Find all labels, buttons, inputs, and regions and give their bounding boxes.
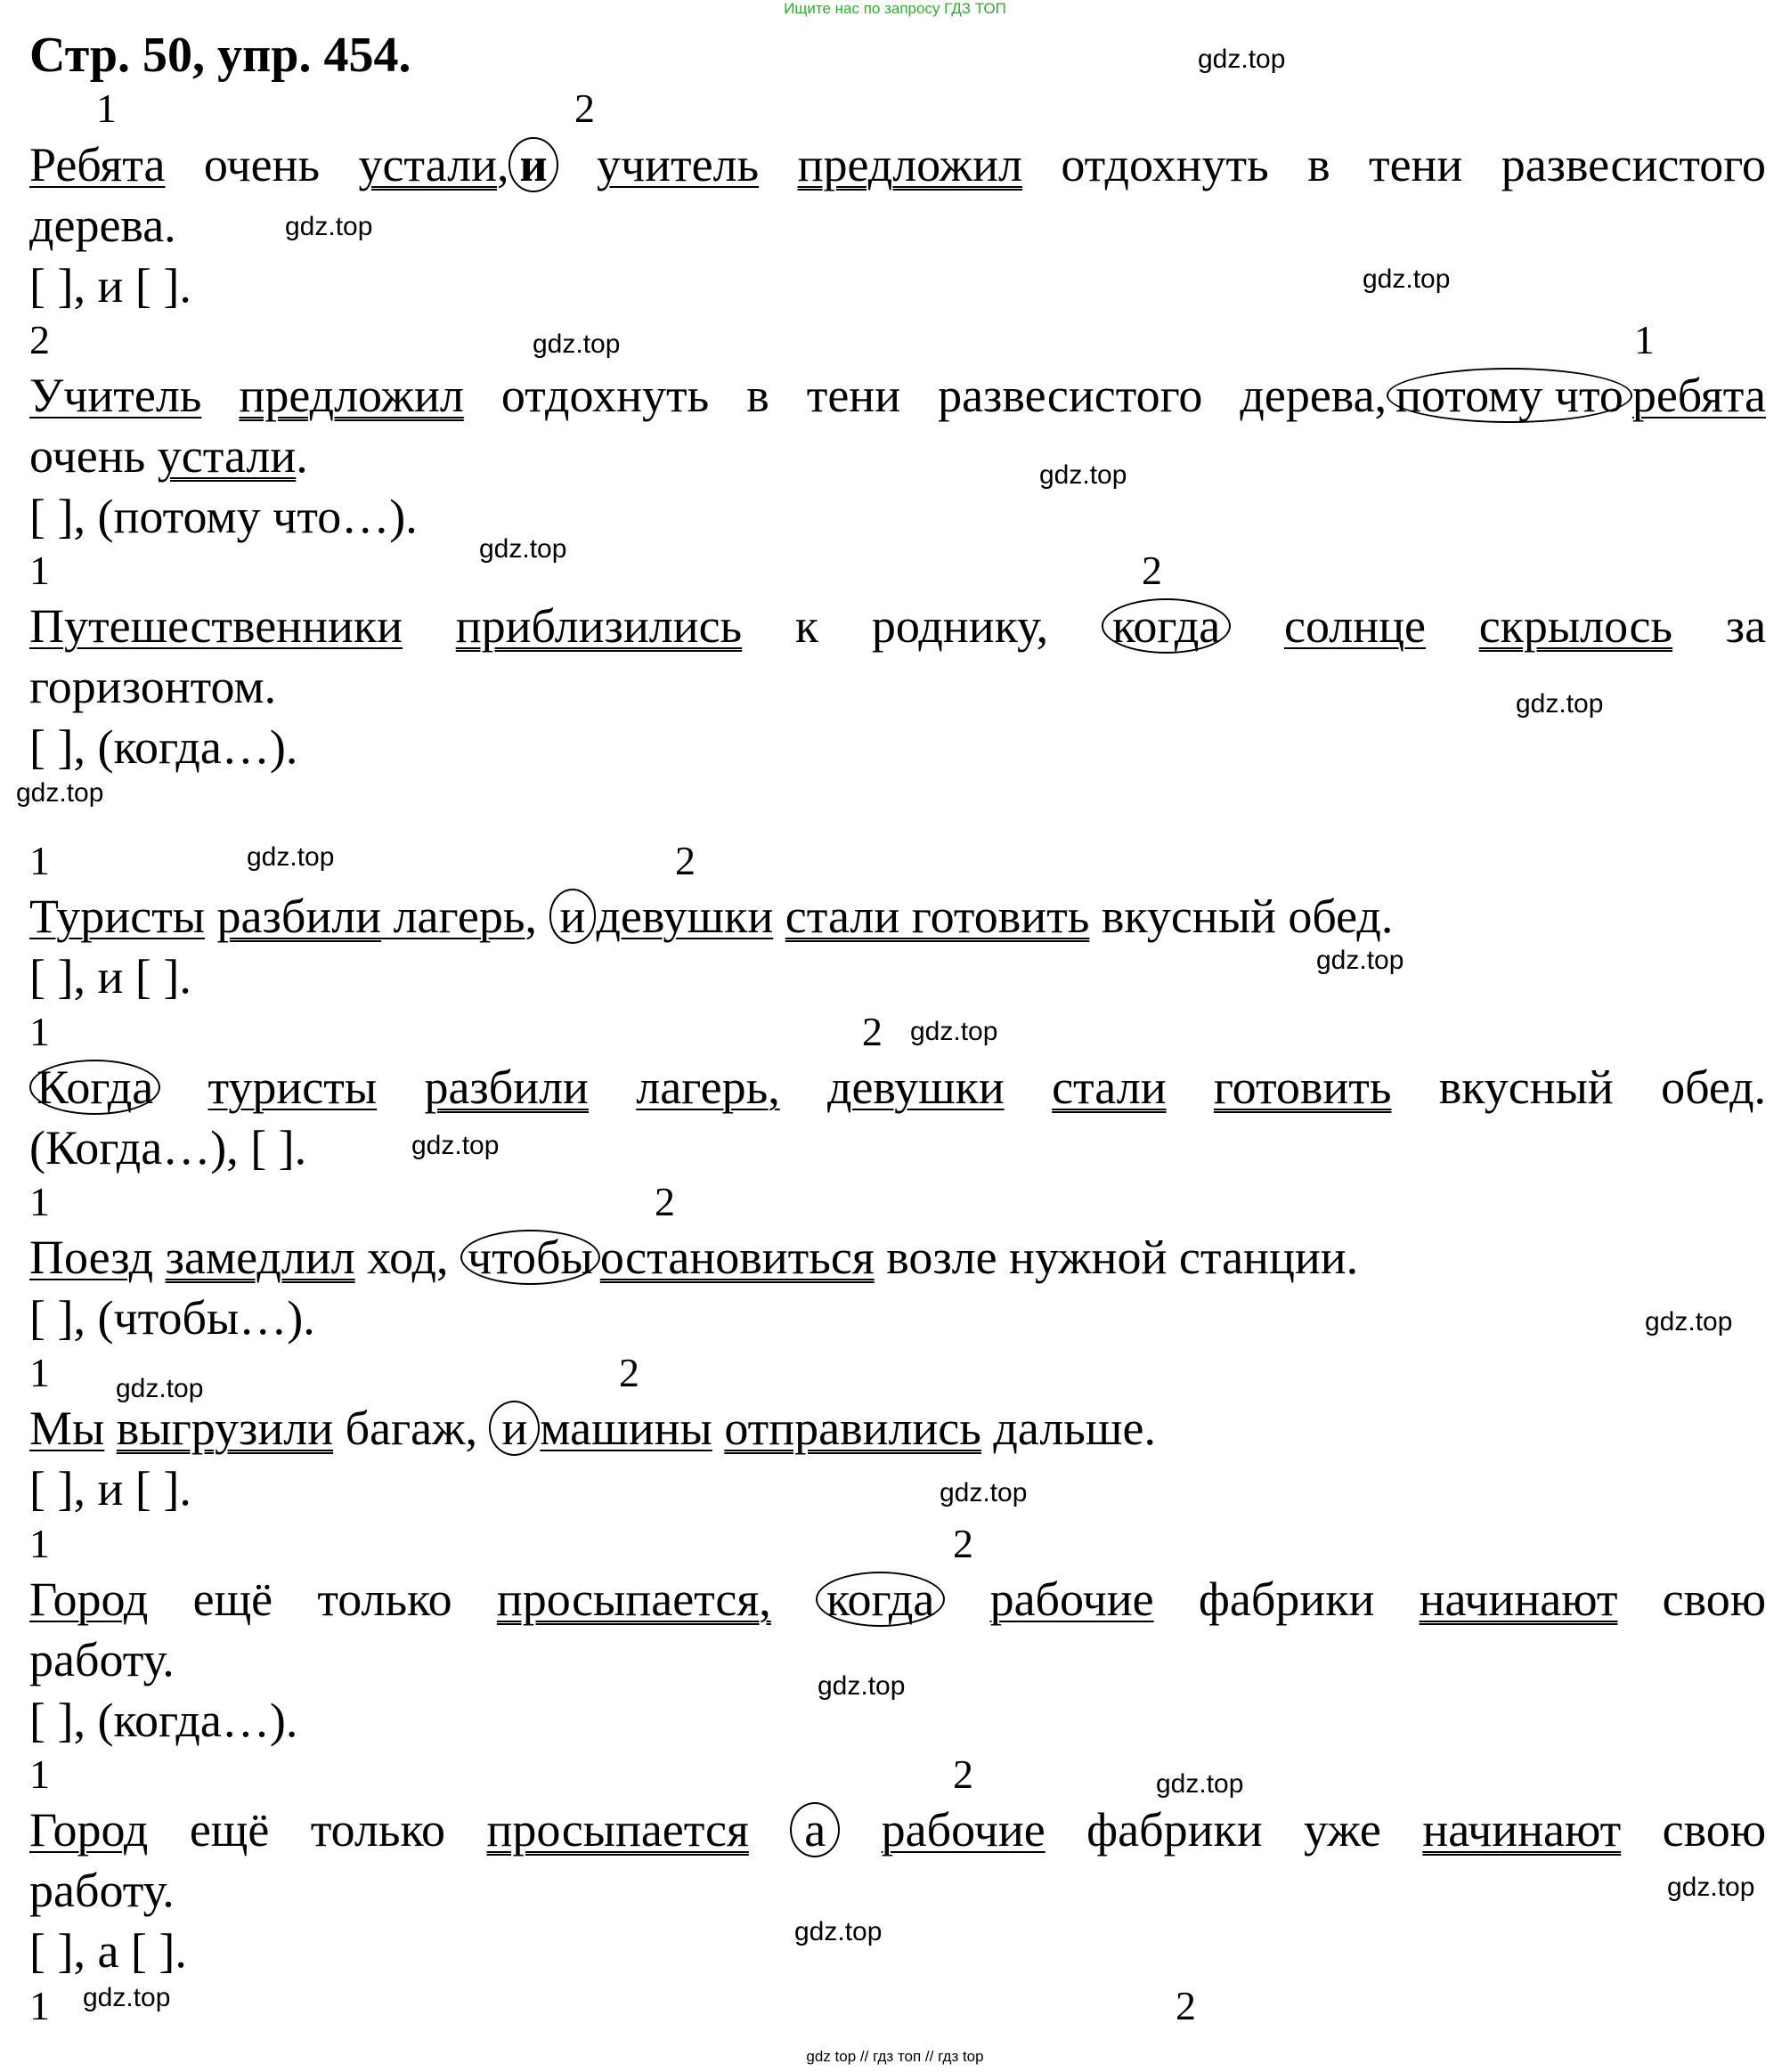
word: только — [310, 1803, 446, 1857]
subject: девушки — [826, 1060, 1005, 1114]
sentence-3-scheme: [ ], (когда…). — [29, 720, 298, 774]
part-number: 2 — [953, 1521, 973, 1566]
predicate: скрылось — [1478, 599, 1673, 653]
predicate: разбили — [216, 890, 382, 943]
subject: Туристы — [29, 890, 206, 943]
sentence-7-scheme: [ ], и [ ]. — [29, 1462, 191, 1515]
word: ещё — [192, 1572, 273, 1626]
predicate: просыпается, — [496, 1572, 771, 1626]
watermark: gdz.top — [910, 1017, 998, 1046]
watermark: gdz.top — [1039, 460, 1127, 490]
predicate: начинают — [1422, 1803, 1622, 1857]
subject: ребята — [1631, 369, 1766, 422]
part-number: 1 — [29, 1009, 50, 1054]
sentence-3-line-2: горизонтом. — [29, 660, 277, 713]
subject: туристы — [207, 1060, 378, 1114]
word: обед. — [1661, 1060, 1767, 1114]
word: фабрики — [1086, 1803, 1263, 1857]
word: свою — [1662, 1572, 1767, 1626]
conjunction-circle: Когда — [29, 1060, 160, 1115]
conjunction-circle: а — [790, 1802, 840, 1857]
watermark: gdz.top — [1316, 946, 1404, 975]
subject: солнце — [1284, 599, 1426, 653]
part-number: 2 — [862, 1009, 883, 1054]
word — [201, 369, 239, 422]
word: за — [1725, 599, 1767, 653]
part-number: 1 — [29, 1751, 50, 1797]
word — [773, 890, 785, 943]
word: фабрики — [1198, 1572, 1375, 1626]
part-number: 1 — [96, 85, 117, 131]
word — [558, 138, 597, 191]
sentence-9-line-1 — [29, 1802, 1766, 1857]
word: свою — [1662, 1803, 1767, 1857]
sentence-7-line-1 — [29, 1401, 1766, 1456]
watermark: gdz.top — [794, 1917, 883, 1946]
watermark: gdz.top — [1198, 45, 1286, 74]
watermark: gdz.top — [1156, 1769, 1244, 1799]
part-number: 1 — [29, 1521, 50, 1566]
page-title: Стр. 50, упр. 454. — [29, 28, 411, 83]
word: уже — [1304, 1803, 1381, 1857]
word — [153, 1231, 166, 1284]
part-number: 2 — [574, 85, 595, 131]
sentence-1-line-1 — [29, 137, 1766, 192]
sentence-8-line-1 — [29, 1572, 1766, 1627]
watermark: gdz.top — [1667, 1873, 1755, 1902]
predicate: начинают — [1419, 1572, 1618, 1626]
sentence-6-line-1 — [29, 1230, 1766, 1285]
conjunction-circle: чтобы — [460, 1230, 600, 1285]
part-number: 2 — [29, 317, 50, 362]
word: ещё — [189, 1803, 270, 1857]
sentence-5-line-1 — [29, 1060, 1766, 1115]
sentence-2-line-1 — [29, 368, 1766, 423]
sentence-6-scheme: [ ], (чтобы…). — [29, 1291, 315, 1345]
word: только — [317, 1572, 452, 1626]
object: лагерь, — [636, 1060, 780, 1114]
predicate: приблизились — [455, 599, 743, 653]
part-number: 1 — [29, 1179, 50, 1224]
predicate: стали готовить — [785, 890, 1090, 943]
word: возле нужной станции. — [874, 1231, 1359, 1284]
watermark: gdz.top — [16, 778, 104, 808]
part-number: 2 — [953, 1751, 973, 1797]
subject: Город — [29, 1803, 149, 1857]
sentence-2-scheme: [ ], (потому что…). — [29, 490, 418, 543]
part-number: 2 — [1176, 1983, 1196, 2028]
watermark: gdz.top — [285, 212, 373, 241]
subject: рабочие — [989, 1572, 1154, 1626]
part-number: 1 — [1634, 317, 1655, 362]
conjunction-circle: и — [549, 889, 597, 944]
sentence-3-line-1 — [29, 598, 1766, 654]
word: , — [496, 138, 509, 191]
word: роднику, — [871, 599, 1049, 653]
object: лагерь — [381, 890, 525, 943]
predicate: остановиться — [599, 1231, 875, 1284]
predicate: замедлил — [165, 1231, 355, 1284]
predicate: просыпается — [486, 1803, 749, 1857]
sentence-9-scheme: [ ], а [ ]. — [29, 1924, 187, 1978]
word: вкусный обед. — [1089, 890, 1394, 943]
conjunction-circle: когда — [1102, 598, 1231, 654]
conjunction-circle: и — [509, 137, 557, 192]
conjunction-circle: и — [489, 1401, 540, 1456]
subject: Путешественники — [29, 599, 403, 653]
sentence-8-scheme: [ ], (когда…). — [29, 1694, 298, 1747]
sentence-2-line-2 — [29, 428, 1766, 483]
subject: Ребята — [29, 138, 166, 191]
word: дальше. — [980, 1402, 1156, 1455]
word: очень — [165, 138, 359, 191]
word: . — [296, 429, 308, 483]
subject: девушки — [596, 890, 774, 943]
sentence-4-scheme: [ ], и [ ]. — [29, 950, 191, 1003]
predicate: разбили — [424, 1060, 589, 1114]
watermark: gdz.top — [411, 1131, 500, 1160]
watermark: gdz.top — [479, 534, 567, 564]
predicate: стали — [1052, 1060, 1167, 1114]
subject: Мы — [29, 1402, 105, 1455]
part-number: 2 — [655, 1179, 675, 1224]
predicate: устали — [157, 429, 297, 483]
sentence-5-scheme: (Когда…), [ ]. — [29, 1121, 307, 1174]
subject: рабочие — [881, 1803, 1046, 1857]
subject: машины — [540, 1402, 712, 1455]
sentence-4-line-1 — [29, 889, 1766, 944]
watermark: gdz.top — [940, 1478, 1028, 1507]
word: отдохнуть в тени развесистого — [1021, 138, 1767, 191]
subject: Поезд — [29, 1231, 154, 1284]
part-number: 2 — [619, 1350, 639, 1395]
predicate: предложил — [239, 369, 464, 422]
word: очень — [29, 429, 158, 483]
subject: Город — [29, 1572, 149, 1626]
word — [104, 1402, 117, 1455]
predicate: предложил — [797, 138, 1022, 191]
conjunction-circle: потому что — [1387, 368, 1632, 423]
top-banner[interactable]: Ищите нас по запросу ГДЗ ТОП — [784, 0, 1006, 17]
part-number: 2 — [1142, 548, 1162, 593]
bottom-banner[interactable]: gdz top // гдз топ // гдз top — [806, 2048, 984, 2065]
word: ход, — [354, 1231, 460, 1284]
sentence-1-scheme: [ ], и [ ]. — [29, 259, 191, 313]
sentence-1-line-2: дерева. — [29, 199, 176, 252]
predicate: отправились — [724, 1402, 981, 1455]
subject: Учитель — [29, 369, 202, 422]
word: к — [794, 599, 819, 653]
word — [759, 138, 797, 191]
part-number: 1 — [29, 838, 50, 883]
watermark: gdz.top — [116, 1374, 204, 1403]
word — [712, 1402, 725, 1455]
part-number: 1 — [29, 1983, 50, 2028]
predicate: выгрузили — [116, 1402, 334, 1455]
watermark: gdz.top — [533, 329, 621, 359]
part-number: 2 — [675, 838, 696, 883]
part-number: 1 — [29, 548, 50, 593]
conjunction-circle: когда — [816, 1572, 945, 1627]
watermark: gdz.top — [1363, 264, 1451, 294]
watermark: gdz.top — [1516, 689, 1604, 719]
watermark: gdz.top — [818, 1671, 906, 1701]
predicate: устали — [358, 138, 497, 191]
word: , — [525, 890, 549, 943]
watermark: gdz.top — [83, 1983, 171, 2012]
sentence-8-line-2: работу. — [29, 1633, 175, 1686]
word: вкусный — [1438, 1060, 1614, 1114]
watermark: gdz.top — [1645, 1307, 1733, 1337]
word: отдохнуть в тени развесистого дерева, — [463, 369, 1387, 422]
part-number: 1 — [29, 1350, 50, 1395]
word: багаж, — [333, 1402, 490, 1455]
watermark: gdz.top — [247, 842, 335, 872]
sentence-9-line-2: работу. — [29, 1864, 175, 1917]
subject: учитель — [596, 138, 760, 191]
predicate: готовить — [1213, 1060, 1392, 1114]
word — [205, 890, 217, 943]
